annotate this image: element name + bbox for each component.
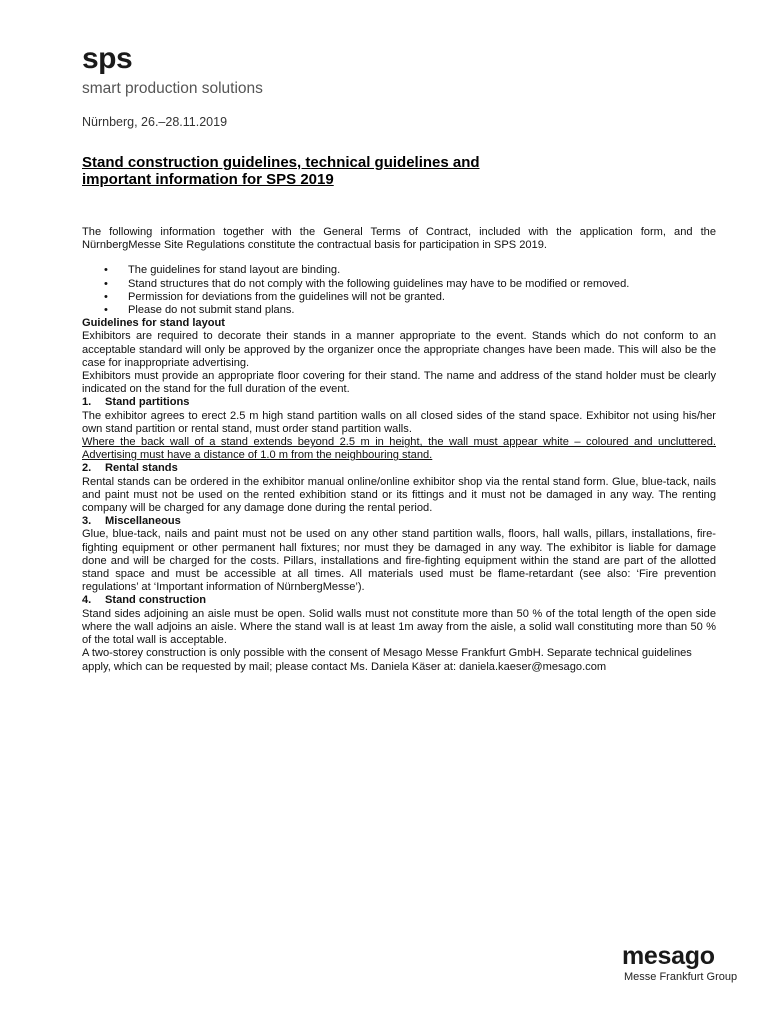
mesago-logo: mesago [622,942,715,970]
section-title: Stand construction [105,594,207,607]
section-title: Rental stands [105,462,178,475]
bullet-icon: • [104,290,108,303]
section-number: 4. [82,594,92,607]
bullet-icon: • [104,264,108,277]
layout-paragraph-2: Exhibitors must provide an appropriate floor covering for their stand. The name and address of the stand holder must be clearly indicated on the stand for the full duration of the event. [82,370,716,396]
section-4-paragraph-2: A two-storey construction is only possible with the consent of Mesago Messe Frankfurt GmbH. Separate technical guidelines apply, which can be requested by mail; please contact Ms. Daniela Käser at: daniela.kaeser@mesago.com [82,647,692,673]
list-item [82,291,716,304]
title-line-2: important information for SPS 2019 [82,171,334,188]
rules-list [82,264,716,317]
section-number: 2. [82,462,92,475]
list-item-text: Please do not submit stand plans. [128,304,295,317]
section-number: 1. [82,396,92,409]
intro-paragraph: The following information together with the General Terms of Contract, included with the application form, and the NürnbergMesse Site Regulations constitute the contractual basis for participation in SPS 2019. [82,226,716,252]
list-item-text: Stand structures that do not comply with the following guidelines may have to be modified or removed. [128,277,630,290]
bullet-icon: • [104,304,108,317]
section-1-heading [82,396,716,409]
list-item [82,278,716,291]
list-item-text: Permission for deviations from the guidelines will not be granted. [128,290,445,303]
document-title [82,154,480,188]
layout-heading: Guidelines for stand layout [82,317,226,330]
list-item [82,264,716,277]
list-item [82,304,716,317]
section-3-heading [82,515,716,528]
section-3-paragraph-1: Glue, blue-tack, nails and paint must not be used on any other stand partition walls, floors, hall walls, pillars, installations, fire-fighting equipment or other permanent hall fixtures; nor must they be damaged in any way. The exhibitor is liable for damage done and will be charged for the costs. Pillars, installations and fire-fighting equipment within the stand are part of the allotted stand space and must be accessible at all times. All materials used must be flame-retardant (see also: ‘Fire prevention regulations’ at ‘Important information of NürnbergMesse’). [82,528,716,594]
section-2-heading [82,462,716,475]
section-1-paragraph-2: Where the back wall of a stand extends beyond 2.5 m in height, the wall must appear white – coloured and uncluttered. Advertising must have a distance of 1.0 m from the neighbouring stand. [82,436,716,462]
layout-paragraph-1: Exhibitors are required to decorate their stands in a manner appropriate to the event. Stands which do not conform to an acceptable standard will only be approved by the organizer once the appropriate changes have been made. This will also be the case for inappropriate advertising. [82,330,716,369]
logo-subtitle: smart production solutions [82,80,263,97]
section-title: Stand partitions [105,396,190,409]
title-line-1: Stand construction guidelines, technical guidelines and [82,154,480,171]
document-body [82,226,716,674]
section-4-heading [82,594,716,607]
section-4-paragraph-1: Stand sides adjoining an aisle must be open. Solid walls must not constitute more than 50 % of the total length of the open side where the wall adjoins an aisle. Where the stand wall is at least 1m away from the aisle, a solid wall constituting more than 50 % of the total wall is acceptable. [82,607,716,647]
section-number: 3. [82,515,92,528]
event-date: Nürnberg, 26.–28.11.2019 [82,115,228,129]
bullet-icon: • [104,277,108,290]
section-2-paragraph-1: Rental stands can be ordered in the exhibitor manual online/online exhibitor shop via the rental stand form. Glue, blue-tack, nails and paint must not be used on the rented exhibition stand or its fittings and it must not be damaged in any way. The renting company will be charged for any damage done during the rental period. [82,475,716,515]
section-1-paragraph-1: The exhibitor agrees to erect 2.5 m high stand partition walls on all closed sides of the stand space. Exhibitor not using his/her own stand partition or rental stand, must order stand partition walls. [82,409,716,435]
list-item-text: The guidelines for stand layout are binding. [128,264,341,277]
sps-logo: sps [82,42,133,75]
messe-frankfurt-group-label: Messe Frankfurt Group [624,971,738,983]
section-title: Miscellaneous [105,515,181,528]
